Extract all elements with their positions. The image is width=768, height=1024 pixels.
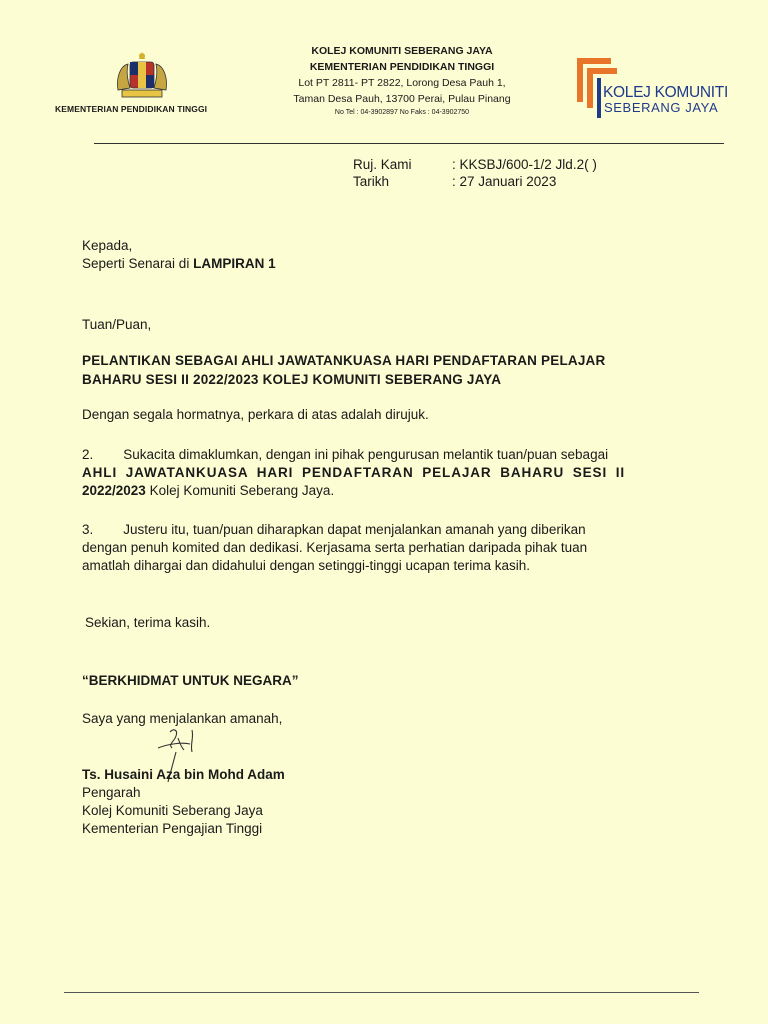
date-value: : 27 Januari 2023: [452, 174, 557, 189]
address-line-2: Taman Desa Pauh, 13700 Perai, Pulau Pinang: [293, 93, 511, 105]
logo-text-line-2: SEBERANG JAYA: [604, 100, 719, 115]
signatory-name: Ts. Husaini Aza bin Mohd Adam: [82, 767, 285, 782]
ref-value: : KKSBJ/600-1/2 Jld.2( ): [452, 157, 597, 172]
paragraph-3-line-1: 3. Justeru itu, tuan/puan diharapkan dapat menjalankan amanah yang diberikan: [82, 522, 586, 537]
signatory-block: [82, 766, 672, 838]
salutation: Tuan/Puan,: [82, 317, 152, 332]
paragraph-2-line-2: AHLI JAWATANKUASA HARI PENDAFTARAN PELAJAR BAHARU SESI II: [82, 465, 626, 480]
contact-line: No Tel : 04-3902897 No Faks : 04-3902750: [334, 109, 470, 116]
subject-heading: [82, 351, 672, 389]
subject-line-1: PELANTIKAN SEBAGAI AHLI JAWATANKUASA HARI PENDAFTARAN PELAJAR: [82, 353, 606, 368]
paragraph-1: Dengan segala hormatnya, perkara di atas adalah dirujuk.: [82, 407, 429, 422]
closing-thanks: Sekian, terima kasih.: [85, 615, 211, 630]
signatory-title: Pengarah: [82, 785, 141, 800]
signatory-org-1: Kolej Komuniti Seberang Jaya: [82, 803, 263, 818]
date-label: Tarikh: [353, 174, 390, 189]
recipient-line-2: Seperti Senarai di LAMPIRAN 1: [82, 256, 276, 271]
ref-label: Ruj. Kami: [353, 157, 412, 172]
ministry-label: KEMENTERIAN PENDIDIKAN TINGGI: [55, 104, 208, 114]
logo-text-line-1: KOLEJ KOMUNITI: [603, 84, 728, 101]
recipient-block: [82, 237, 672, 273]
subject-line-2: BAHARU SESI II 2022/2023 KOLEJ KOMUNITI SEBERANG JAYA: [82, 372, 502, 387]
address-line-1: Lot PT 2811- PT 2822, Lorong Desa Pauh 1,: [298, 77, 506, 89]
paragraph-2-line-1: 2. Sukacita dimaklumkan, dengan ini pihak pengurusan melantik tuan/puan sebagai: [82, 447, 609, 462]
trust-line: Saya yang menjalankan amanah,: [82, 711, 283, 726]
paragraph-3-line-3: amatlah dihargai dan didahului dengan setinggi-tinggi ucapan terima kasih.: [82, 558, 531, 573]
footer-divider: [64, 992, 699, 993]
ministry-name: KEMENTERIAN PENDIDIKAN TINGGI: [309, 61, 495, 73]
paragraph-2: [82, 446, 672, 500]
recipient-line-1: Kepada,: [82, 238, 133, 253]
annex-reference: LAMPIRAN 1: [193, 256, 276, 271]
signatory-org-2: Kementerian Pengajian Tinggi: [82, 821, 263, 836]
paragraph-3: [82, 521, 672, 575]
paragraph-2-line-3: 2022/2023 Kolej Komuniti Seberang Jaya.: [82, 483, 335, 498]
malaysia-crest-logo: [112, 50, 172, 102]
paragraph-3-line-2: dengan penuh komited dan dedikasi. Kerjasama serta perhatian daripada pihak tuan: [82, 540, 588, 555]
header-divider: [94, 143, 724, 144]
letterhead-address: [262, 43, 542, 119]
college-name: KOLEJ KOMUNITI SEBERANG JAYA: [311, 45, 493, 57]
motto: “BERKHIDMAT UNTUK NEGARA”: [82, 673, 299, 688]
